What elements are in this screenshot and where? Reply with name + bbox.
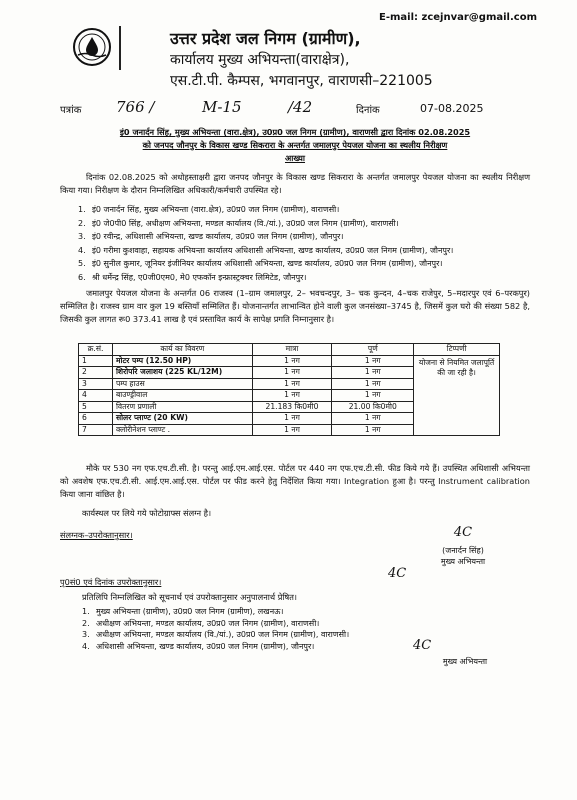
cell-done: 1 नग: [332, 424, 414, 436]
officer-item: 5. इं0 सुनील कुमार, जूनियर इंजीनियर कार्यालय अधिशासी अभियन्ता, खण्ड कार्यालय, उ0प्र0 जल निगम (ग्रामीण), जौनपुर।: [78, 259, 443, 268]
cell-qty: 1 नग: [252, 390, 332, 402]
subject-line-2: को जनपद जौनपुर के विकास खण्ड सिकरारा के अन्तर्गत जमालपुर पेयजल योजना का स्थलीय निरीक्षण: [142, 140, 448, 150]
cell-desc: बाउण्ड्रीवाल: [112, 390, 252, 402]
cell-done: 1 नग: [332, 367, 414, 379]
endorsement-number-line: पृ0सं0 एवं दिनांक उपरोक्तानुसार।: [60, 577, 162, 587]
cell-desc: मोटर पम्प (12.50 HP): [112, 355, 252, 367]
cell-qty: 1 नग: [252, 413, 332, 425]
signature-initials: 4C: [388, 566, 407, 581]
office-name: कार्यालय मुख्य अभियन्ता(वाराक्षेत्र),: [170, 52, 350, 68]
cell-qty: 21.183 कि0मी0: [252, 401, 332, 413]
signature-block-1: [403, 525, 523, 567]
intro-paragraph: दिनांक 02.08.2025 को अधोहस्ताक्षरी द्वारा जनपद जौनपुर के विकास खण्ड सिकरारा के अन्तर्गत जमालपुर पेयजल योजना का स्थलीय निरीक्षण किया गया। निरीक्षण के दौरान निम्नलिखित अधिकारी/कर्मचारी उपस्थित रहे।: [60, 172, 530, 195]
progress-table: [78, 343, 500, 436]
cell-desc: वितरण प्रणाली: [112, 401, 252, 413]
header-divider: [119, 26, 121, 70]
enclosure-label: संलग्नक–उपरोक्तानुसार।: [60, 530, 133, 540]
cell-sn: 3: [79, 378, 113, 390]
reference-line: [60, 100, 530, 118]
patrank-label: पत्रांक: [60, 105, 82, 116]
subject-block: [60, 126, 530, 165]
letter-date: 07-08.2025: [420, 102, 484, 115]
cell-qty: 1 नग: [252, 378, 332, 390]
cell-done: 1 नग: [332, 355, 414, 367]
org-name: उत्तर प्रदेश जल निगम (ग्रामीण),: [170, 29, 361, 48]
signature-mark-2: 4C: [413, 638, 432, 653]
letter-number-2: M-15: [202, 98, 242, 116]
cell-qty: 1 नग: [252, 367, 332, 379]
cell-done: 1 नग: [332, 378, 414, 390]
cell-done: 1 नग: [332, 390, 414, 402]
signatory-title-2: मुख्य अभियन्ता: [442, 657, 488, 666]
officer-item: 4. इं0 गरीमा कुशवाहा, सहायक अभियन्ता कार्यालय अधिशासी अभियन्ता, खण्ड कार्यालय, उ0प्र0 जल निगम (ग्रामीण), जौनपुर।: [78, 245, 454, 255]
cell-sn: 2: [79, 367, 113, 379]
cell-done: 1 नग: [332, 413, 414, 425]
subject-line-3: आख्या: [284, 153, 306, 163]
officer-item: 3. इं0 रवीन्द्र, अधिशासी अभियन्ता, खण्ड कार्यालय, उ0प्र0 जल निगम (ग्रामीण), जौनपुर।: [78, 232, 344, 241]
signature-block-2: [405, 638, 525, 667]
cell-desc: सोलर प्लाण्ट (20 KW): [112, 413, 252, 425]
cell-done: 21.00 कि0मी0: [332, 401, 414, 413]
col-header-remark: टिप्पणी: [414, 344, 500, 356]
copy-item: 2. अधीक्षण अभियन्ता, मण्डल कार्यालय, उ0प्र0 जल निगम (ग्रामीण), वाराणसी।: [82, 618, 320, 628]
cell-desc: क्लोरीनेशन प्लाण्ट .: [112, 424, 252, 436]
officer-item: 2. इं0 जे0पी0 सिंह, अधीक्षण अभियन्ता, मण्डल कार्यालय (वि./यां.), उ0प्र0 जल निगम (ग्रामीण), वाराणसी।: [78, 218, 399, 228]
col-header-qty: मात्रा: [252, 344, 332, 356]
fhtc-paragraph: मौके पर 530 नग एफ.एच.टी.सी. है। परन्तु आई.एम.आई.एस. पोर्टल पर 440 नग एफ.एच.टी.सी. फीड किये गये हैं। उपस्थित अधिशासी अभियन्ता को अवशेष एफ.एच.टी.सी. आई.एम.आई.एस. पोर्टल पर फीड करने हेतु निर्देशित किया गया। Integration हुआ है। परन्तु Instrument calibration किया जाना वांछित है।: [60, 463, 530, 499]
copy-item: 3. अधीक्षण अभियन्ता, मण्डल कार्यालय (वि./यां.), उ0प्र0 जल निगम (ग्रामीण), वाराणसी।: [82, 630, 350, 639]
officer-item: 6. श्री धर्मेन्द्र सिंह, ए0जी0एम0, मे0 एफकॉन इन्फ्रास्ट्रक्चर लिमिटेड, जौनपुर।: [78, 272, 307, 282]
cell-sn: 1: [79, 355, 113, 367]
signature-mark: 4C: [453, 525, 473, 540]
cell-qty: 1 नग: [252, 424, 332, 436]
cell-desc: शिरोपरि जलाशय (225 KL/12M): [112, 367, 252, 379]
signatory-name: (जनार्दन सिंह): [442, 546, 484, 555]
cell-sn: 6: [79, 413, 113, 425]
jal-nigam-logo: [72, 27, 112, 67]
office-address: एस.टी.पी. कैम्पस, भगवानपुर, वाराणसी–221005: [170, 73, 433, 89]
officer-item: 1. इं0 जनार्दन सिंह, मुख्य अभियन्ता (वारा.क्षेत्र), उ0प्र0 जल निगम (ग्रामीण), वाराणसी।: [78, 205, 340, 214]
copy-to-heading: प्रतिलिपि निम्नलिखित को सूचनार्थ एवं उपरोक्तानुसार अनुपालनार्थ प्रेषित।: [82, 592, 297, 602]
letter-number-1: 766 /: [116, 98, 155, 116]
col-header-desc: कार्य का विवरण: [112, 344, 252, 356]
letter-number-3: /42: [288, 98, 313, 116]
table-row: [79, 355, 500, 367]
cell-sn: 5: [79, 401, 113, 413]
dinank-label: दिनांक: [356, 105, 380, 116]
cell-sn: 7: [79, 424, 113, 436]
table-header-row: [79, 344, 500, 356]
col-header-sn: क्र.सं.: [79, 344, 113, 356]
signatory-title: मुख्य अभियन्ता: [440, 557, 486, 566]
photographs-note: कार्यस्थल पर लिये गये फोटोग्राफ्स संलग्न है।: [82, 508, 212, 518]
cell-sn: 4: [79, 390, 113, 402]
cell-qty: 1 नग: [252, 355, 332, 367]
cell-remark: योजना से नियमित जलापूर्ति की जा रही है।: [414, 355, 500, 436]
copy-item: 1. मुख्य अभियन्ता (ग्रामीण), उ0प्र0 जल निगम (ग्रामीण), लखनऊ।: [82, 607, 284, 616]
email-address: E-mail: zcejnvar@gmail.com: [379, 12, 537, 23]
cell-desc: पम्प हाउस: [112, 378, 252, 390]
officer-list: [78, 203, 528, 284]
col-header-done: पूर्ण: [332, 344, 414, 356]
copy-item: 4. अधिशासी अभियन्ता, खण्ड कार्यालय, उ0प्र0 जल निगम (ग्रामीण), जौनपुर।: [82, 641, 315, 651]
subject-line-1: इं0 जनार्दन सिंह, मुख्य अभियन्ता (वारा.क्षेत्र), उ0प्र0 जल निगम (ग्रामीण), वाराणसी द्वारा दिनांक 02.08.2025: [119, 127, 471, 137]
scheme-paragraph: जमालपुर पेयजल योजना के अन्तर्गत 06 राजस्व (1–ग्राम जमालपुर, 2– भवचन्दपुर, 3– चक कुन्दन, 4–चक राजेपुर, 5–मदारपुर एवं 6–परकपुर) सम्मिलित है। राजस्व ग्राम वार कुल 19 बस्तियाँ सम्मिलित हैं। योजनान्तर्गत लाभान्वित होने वाली कुल जनसंख्या–3745 है, जिसमें कुल घरो की संख्या 582 है, जिसकी कुल लागत रू0 373.41 लाख है एवं प्रस्तावित कार्य के सापेक्ष प्रगति निम्नानुसार है।: [60, 288, 530, 324]
